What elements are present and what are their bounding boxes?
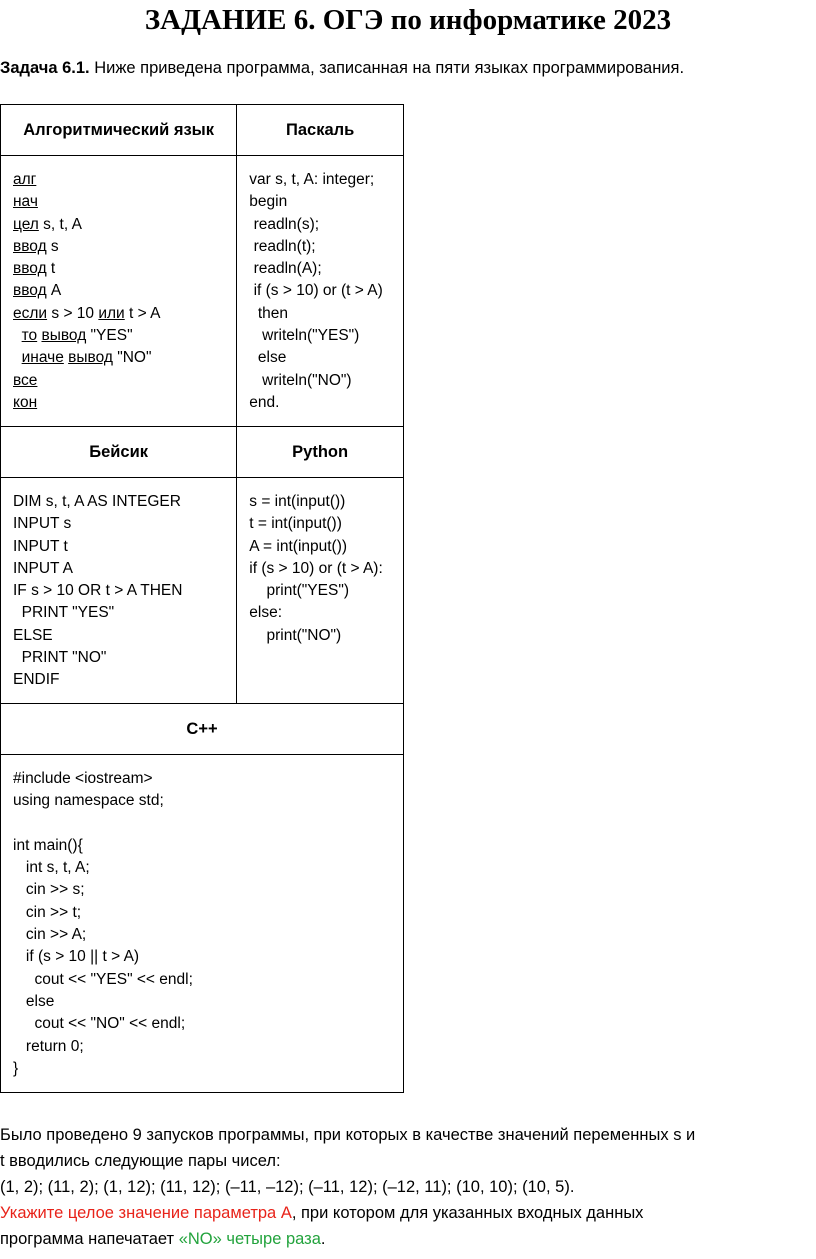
question-dot: . [320,1230,326,1248]
question-green: «NO» четыре раза [178,1230,321,1248]
pascal-cell [237,156,404,427]
kw-ili: или [98,304,125,322]
footer-question [0,1200,816,1226]
algo-cond2: t > A [124,304,161,322]
algo-vvod-s: s [46,237,59,255]
kw-vyvod: вывод [68,349,113,367]
footer-line1: Было проведено 9 запусков программы, при которых в качестве значений переменных s и [0,1126,696,1144]
kw-to: то [21,327,38,345]
kw-vvod: ввод [13,282,47,300]
python-cell [237,478,404,704]
task-text: Ниже приведена программа, записанная на пяти языках программирования. [89,59,685,77]
algo-vars: s, t, A [38,215,82,233]
header-cpp: C++ [1,704,404,755]
algo-indent [13,349,22,366]
kw-nach: нач [13,193,38,211]
kw-alg: алг [13,171,37,188]
kw-vvod: ввод [13,237,47,255]
header-basic: Бейсик [1,427,237,478]
task-footer [0,1122,816,1252]
algo-no: "NO" [112,349,152,367]
page-title: ЗАДАНИЕ 6. ОГЭ по информатике 2023 [144,4,672,36]
pascal-code: var s, t, A: integer; begin readln(s); readln(t); readln(A); if (s > 10) or (t > A) then writeln("YES") else writeln("NO") end. [249,171,383,411]
algo-cond1: s > 10 [47,304,99,322]
kw-vvod: ввод [13,260,47,278]
code-table [0,104,404,1093]
algo-yes: "YES" [86,327,133,345]
task-label: Задача 6.1. [0,59,90,77]
header-python: Python [237,427,404,478]
algo-indent [13,327,22,344]
algo-cell [1,156,237,427]
kw-esli: если [13,304,48,322]
footer-pairs: (1, 2); (11, 2); (1, 12); (11, 12); (–11, –12); (–11, 12); (–12, 11); (10, 10); (10, 5). [0,1178,575,1196]
header-algo: Алгоритмический язык [1,105,237,156]
algo-vvod-t: t [46,260,56,278]
kw-kon: кон [13,393,38,411]
kw-vse: все [13,371,38,389]
cpp-cell [1,755,404,1093]
question-highlight: Укажите целое значение параметра А [0,1204,292,1222]
kw-cel: цел [13,215,39,233]
kw-vyvod: вывод [41,327,87,345]
kw-inache: иначе [21,349,64,367]
algo-code [1,156,236,414]
basic-code: DIM s, t, A AS INTEGER INPUT s INPUT t INPUT A IF s > 10 OR t > A THEN PRINT "YES" ELSE PRINT "NO" ENDIF [13,493,183,689]
footer-line2: t вводились следующие пары чисел: [0,1152,281,1170]
algo-vvod-a: A [46,282,62,300]
question-rest: , при котором для указанных входных данных [291,1204,644,1222]
task-intro [0,57,684,79]
basic-cell [1,478,237,704]
footer-question-2 [0,1226,816,1252]
cpp-code: #include <iostream> using namespace std; int main(){ int s, t, A; cin >> s; cin >> t; cin >> A; if (s > 10 || t > A) cout << "YES" << endl; else cout << "NO" << endl; return 0; } [13,770,193,1077]
python-code: s = int(input()) t = int(input()) A = int(input()) if (s > 10) or (t > A): print("YES") else: print("NO") [249,493,383,644]
question-rest-2: программа напечатает [0,1230,179,1248]
header-pascal: Паскаль [237,105,404,156]
